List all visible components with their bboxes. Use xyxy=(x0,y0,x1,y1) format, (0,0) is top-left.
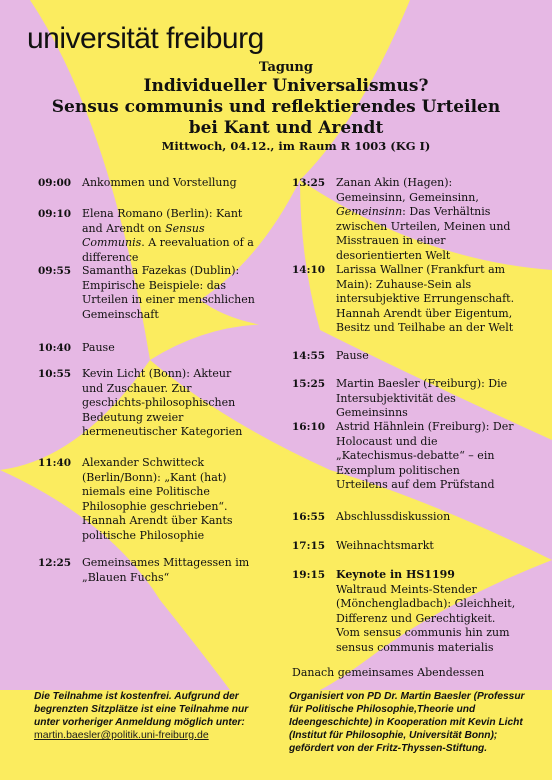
time-label: 15:25 xyxy=(292,378,326,390)
header-line-1: Tagung xyxy=(259,60,313,75)
talk-text: Larissa Wallner (Frankfurt am Main): Zuhause-Sein als intersubjektive Errungenschaft. Hannah Arendt über Eigentum, Besitz und Teilhabe an der Welt xyxy=(336,263,515,334)
time-label: 19:15 xyxy=(292,569,326,581)
talk-text: Kevin Licht (Bonn): Akteur und Zuschauer. Zur geschichts-philosophischen Bedeutung zweier hermeneutischer Kategorien xyxy=(82,367,243,438)
talk-text: Alexander Schwitteck (Berlin/Bonn): „Kant (hat) niemals eine Politische Philosophie geschrieben“. Hannah Arendt über Kants politische Philosophie xyxy=(82,456,233,542)
organizer-note: Organisiert von PD Dr. Martin Baesler (Professur für Politische Philosophie,Theorie und Ideengeschichte) in Kooperation mit Kevin Licht (Institut für Philosophie, Universität Bonn); gefördert von der Fritz-Thyssen-Stiftung. xyxy=(289,691,525,754)
talk-text-part: Zanan Akin (Hagen): Gemeinsinn, Gemeinsinn, xyxy=(336,176,479,204)
talk-text xyxy=(82,207,260,265)
talk-text xyxy=(336,176,518,263)
talk-text-part: . A reevaluation of a difference xyxy=(82,236,254,264)
talk-text: Samantha Fazekas (Dublin): Empirische Beispiele: das Urteilen in einer menschlichen Gemeinschaft xyxy=(82,264,255,321)
talk-text-part: Waltraud Meints-Stender (Mönchengladbach): Gleichheit, Differenz und Gerechtigkeit. Vom sensus communis hin zum sensus communis materialis xyxy=(336,582,516,654)
time-label: 13:25 xyxy=(292,177,326,189)
time-label: 09:55 xyxy=(38,265,72,277)
keynote-label: Keynote in HS1199 xyxy=(336,568,455,581)
talk-text: Martin Baesler (Freiburg): Die Intersubjektivität des Gemeinsinns xyxy=(336,377,508,419)
time-label: 09:10 xyxy=(38,208,72,220)
university-logo: universität freiburg xyxy=(27,22,264,55)
time-label: 14:10 xyxy=(292,264,326,276)
evening-note: Danach gemeinsames Abendessen xyxy=(292,666,485,679)
header-line-4: bei Kant und Arendt xyxy=(188,118,384,138)
time-label: 09:00 xyxy=(38,177,72,189)
talk-text: Ankommen und Vorstellung xyxy=(82,176,237,189)
participation-note xyxy=(34,690,266,742)
talk-text: Abschlussdiskussion xyxy=(336,510,451,523)
talk-emphasis: Gemeinsinn xyxy=(336,205,403,218)
talk-text-part: : Das Verhältnis zwischen Urteilen, Meinen und Misstrauen in einer desorientierten Welt xyxy=(336,205,511,262)
talk-text: Gemeinsames Mittagessen im „Blauen Fuchs“ xyxy=(82,556,250,584)
event-date: Mittwoch, 04.12., im Raum R 1003 (KG I) xyxy=(161,139,431,153)
talk-text xyxy=(336,568,516,655)
event-header xyxy=(0,60,552,153)
time-label: 17:15 xyxy=(292,540,326,552)
time-label: 16:55 xyxy=(292,511,326,523)
time-label: 11:40 xyxy=(38,457,72,469)
contact-email-link[interactable]: martin.baesler@politik.uni-freiburg.de xyxy=(34,729,209,741)
participation-text: Die Teilnahme ist kostenfrei. Aufgrund der begrenzten Sitzplätze ist eine Teilnahme nur unter vorheriger Anmeldung möglich unter: xyxy=(34,691,249,728)
talk-text: Pause xyxy=(336,349,369,362)
time-label: 10:55 xyxy=(38,368,72,380)
time-label: 10:40 xyxy=(38,342,72,354)
header-line-2: Individueller Universalismus? xyxy=(143,76,429,96)
talk-text-part: Elena Romano (Berlin): Kant and Arendt on xyxy=(82,207,243,235)
time-label: 16:10 xyxy=(292,421,326,433)
time-label: 12:25 xyxy=(38,557,72,569)
header-line-3: Sensus communis und reflektierendes Urteilen xyxy=(51,97,501,117)
talk-text: Pause xyxy=(82,341,115,354)
talk-text: Astrid Hähnlein (Freiburg): Der Holocaust und die „Katechismus-debatte“ – ein Exemplum politischen Urteilens auf dem Prüfstand xyxy=(336,420,514,491)
talk-emphasis: Sensus Communis xyxy=(82,221,205,249)
talk-text: Weihnachtsmarkt xyxy=(336,539,434,552)
time-label: 14:55 xyxy=(292,350,326,362)
